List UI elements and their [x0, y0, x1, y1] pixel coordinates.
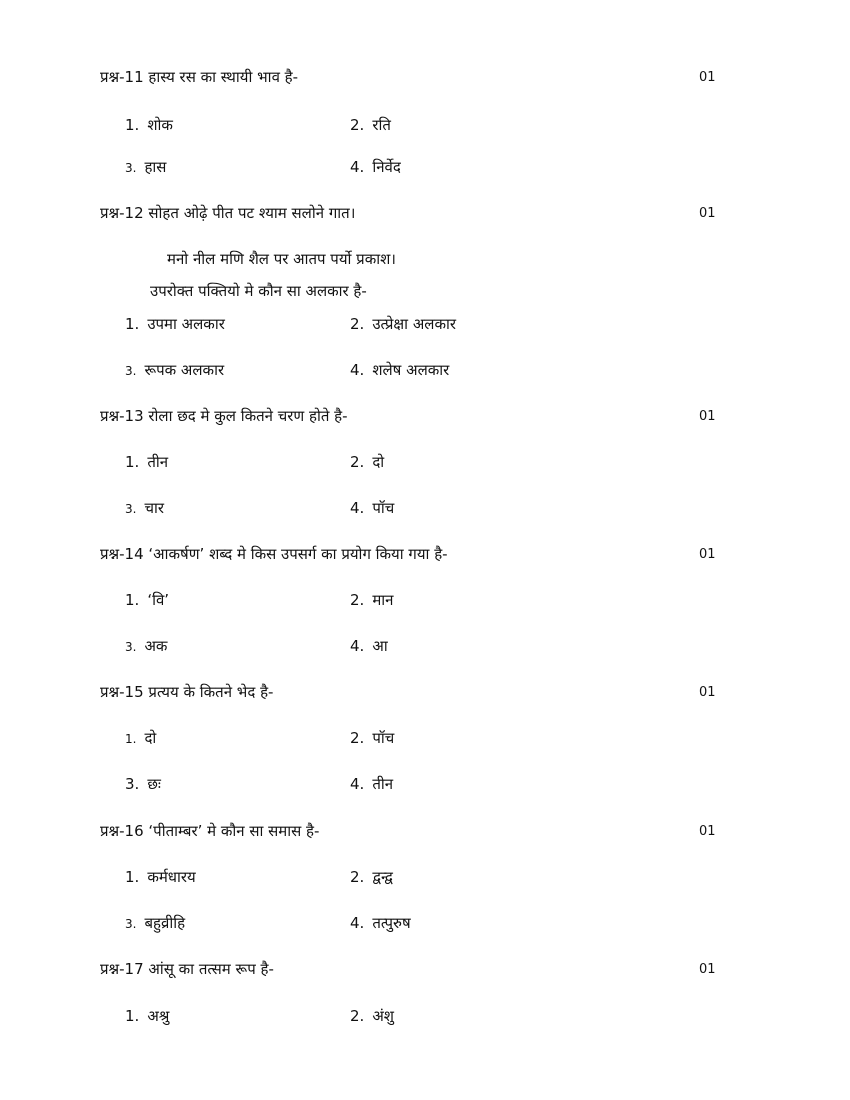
option-number: 4. — [350, 775, 365, 793]
option-text: शलेष अलकार — [372, 361, 450, 379]
option-number: 4. — [350, 637, 365, 655]
question-label: प्रश्न-16 ‘पीताम्बर’ मे कौन सा समास है- — [100, 822, 320, 840]
option-number: 1. — [125, 315, 140, 333]
option-1 — [125, 867, 196, 887]
option-number: 1. — [125, 116, 140, 134]
question-marks: 01 — [699, 962, 716, 977]
option-1 — [125, 115, 173, 135]
question-line: मनो नील मणि शैल पर आतप पर्यो प्रकाश। — [167, 250, 396, 268]
question-label: प्रश्न-12 सोहत ओढ़े पीत पट श्याम सलोने गात। — [100, 204, 356, 222]
option-number: 1. — [125, 868, 140, 886]
option-number: 2. — [350, 315, 365, 333]
option-number: 1. — [125, 453, 140, 471]
option-number: 3. — [125, 502, 137, 516]
option-1 — [125, 728, 156, 748]
option-1 — [125, 452, 168, 472]
option-number: 1. — [125, 591, 140, 609]
question-marks: 01 — [699, 409, 716, 424]
option-text: तीन — [372, 775, 394, 793]
option-number: 3. — [125, 364, 137, 378]
question-marks: 01 — [699, 824, 716, 839]
option-text: तीन — [147, 453, 169, 471]
option-2 — [350, 314, 456, 334]
option-text: पॉच — [372, 499, 395, 517]
option-1 — [125, 1006, 169, 1026]
option-2 — [350, 867, 393, 887]
option-4 — [350, 913, 411, 933]
option-text: निर्वेद — [372, 158, 401, 176]
option-text: छः — [147, 775, 161, 793]
option-2 — [350, 728, 394, 748]
option-number: 3. — [125, 917, 137, 931]
option-1 — [125, 590, 169, 610]
option-number: 2. — [350, 1007, 365, 1025]
option-text: बहुव्रीहि — [144, 914, 186, 932]
option-3 — [125, 360, 224, 380]
option-3 — [125, 636, 167, 656]
option-3 — [125, 913, 185, 933]
option-4 — [350, 774, 393, 794]
option-1 — [125, 314, 225, 334]
option-text: अंशु — [372, 1007, 394, 1025]
option-text: अश्रु — [147, 1007, 170, 1025]
option-number: 4. — [350, 361, 365, 379]
option-number: 3. — [125, 640, 137, 654]
option-3 — [125, 774, 161, 794]
question-label: प्रश्न-11 हास्य रस का स्थायी भाव है- — [100, 68, 299, 86]
option-number: 2. — [350, 729, 365, 747]
option-text: पॉच — [372, 729, 395, 747]
option-text: ‘वि’ — [147, 591, 170, 609]
option-number: 3. — [125, 161, 137, 175]
option-text: हास — [144, 158, 167, 176]
option-text: अक — [144, 637, 168, 655]
option-number: 1. — [125, 732, 137, 746]
option-text: आ — [372, 637, 388, 655]
option-4 — [350, 360, 449, 380]
question-label: प्रश्न-15 प्रत्यय के कितने भेद है- — [100, 683, 274, 701]
option-number: 2. — [350, 591, 365, 609]
question-label: प्रश्न-17 आंसू का तत्सम रूप है- — [100, 960, 274, 978]
option-text: शोक — [147, 116, 173, 134]
option-number: 4. — [350, 499, 365, 517]
question-line: उपरोक्त पक्तियो मे कौन सा अलकार है- — [150, 282, 367, 300]
option-number: 2. — [350, 453, 365, 471]
option-text: कर्मधारय — [147, 868, 196, 886]
option-number: 2. — [350, 868, 365, 886]
option-text: चार — [144, 499, 164, 517]
option-3 — [125, 157, 166, 177]
question-marks: 01 — [699, 547, 716, 562]
option-number: 1. — [125, 1007, 140, 1025]
option-number: 3. — [125, 775, 140, 793]
question-marks: 01 — [699, 206, 716, 221]
option-2 — [350, 590, 394, 610]
option-2 — [350, 452, 384, 472]
option-2 — [350, 1006, 394, 1026]
question-marks: 01 — [699, 685, 716, 700]
option-4 — [350, 498, 394, 518]
option-text: तत्पुरुष — [372, 914, 411, 932]
question-label: प्रश्न-13 रोला छद मे कुल कितने चरण होते है- — [100, 407, 348, 425]
option-number: 2. — [350, 116, 365, 134]
option-text: उपमा अलकार — [147, 315, 225, 333]
option-text: दो — [372, 453, 385, 471]
option-number: 4. — [350, 158, 365, 176]
question-label: प्रश्न-14 ‘आकर्षण’ शब्द मे किस उपसर्ग का प्रयोग किया गया है- — [100, 545, 448, 563]
question-marks: 01 — [699, 70, 716, 85]
option-text: रति — [372, 116, 391, 134]
option-text: द्वन्द्व — [372, 868, 393, 886]
option-text: उत्प्रेक्षा अलकार — [372, 315, 456, 333]
option-text: दो — [144, 729, 157, 747]
option-4 — [350, 157, 401, 177]
option-4 — [350, 636, 388, 656]
option-text: रूपक अलकार — [144, 361, 225, 379]
option-2 — [350, 115, 391, 135]
option-number: 4. — [350, 914, 365, 932]
option-3 — [125, 498, 164, 518]
option-text: मान — [372, 591, 394, 609]
